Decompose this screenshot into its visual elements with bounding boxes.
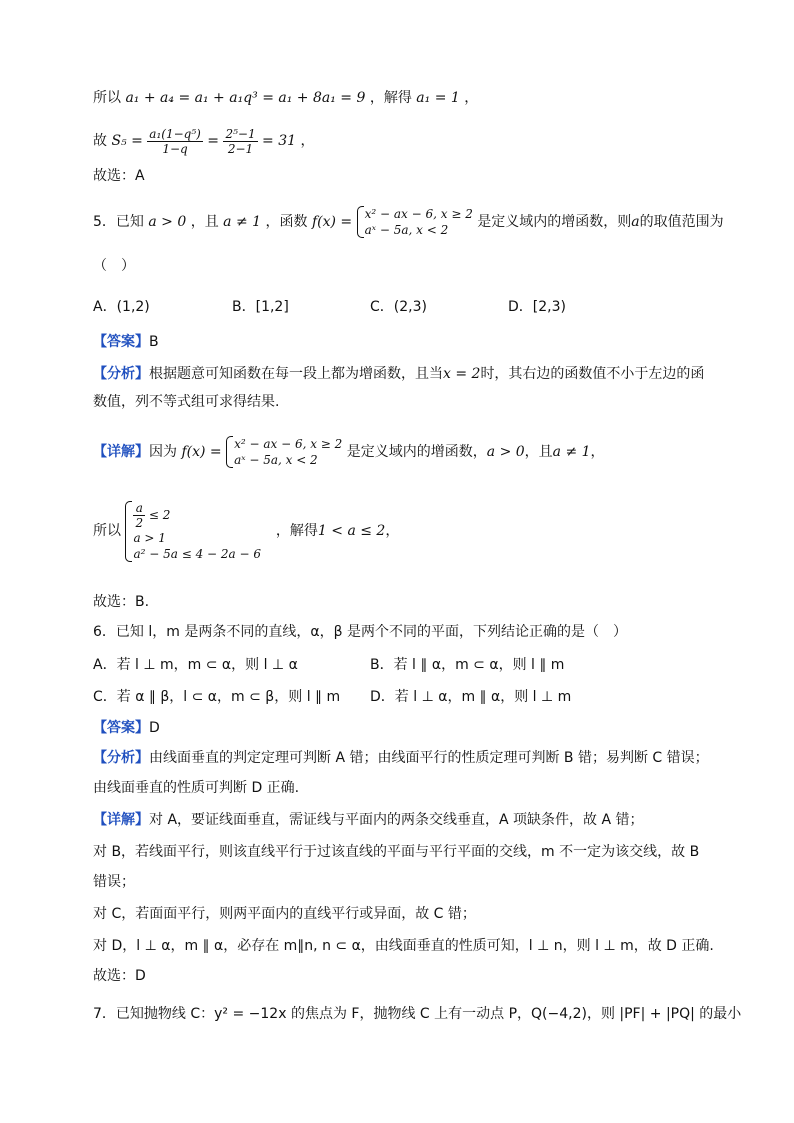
answer-value: B: [149, 334, 159, 350]
q6-option-d[interactable]: D．若 l ⊥ α，m ∥ α，则 l ⊥ m: [370, 689, 572, 705]
text: 时，其右边的函数值不小于左边的函: [480, 366, 705, 382]
result: a₁ = 1: [416, 90, 460, 106]
q5-number: 5．已知: [93, 214, 144, 230]
text: 是定义域内的增函数，则: [477, 214, 632, 230]
equation: a₁ + a₄ = a₁ + a₁q³ = a₁ + 8a₁ = 9: [125, 90, 366, 106]
condition: a > 0: [486, 444, 525, 460]
fraction-values: [223, 127, 257, 156]
text: ，解得: [275, 523, 318, 539]
fraction-denominator: 2−1: [227, 141, 254, 156]
detail-tag: 【详解】: [93, 444, 149, 460]
punct: ，: [464, 90, 479, 106]
choose-line: 故选：A: [93, 168, 145, 184]
text: ，且: [190, 214, 219, 230]
system-row: [133, 501, 271, 530]
text: 对 A，要证线面垂直，需证线与平面内的两条交线垂直，A 项缺条件，故 A 错；: [149, 812, 644, 828]
variable: a: [631, 214, 640, 230]
q5-analysis-cont: 数值，列不等式组可求得结果.: [93, 394, 280, 410]
function-lhs: f(x) =: [311, 214, 353, 230]
option-d[interactable]: D．[2,3): [508, 299, 566, 315]
answer-paren: （ ）: [93, 258, 135, 274]
system-row: a > 1: [133, 530, 166, 545]
detail-tag: 【详解】: [93, 812, 149, 828]
fraction-denominator: 1−q: [162, 141, 188, 156]
text-prefix: 故: [93, 133, 107, 149]
system-row: a² − 5a ≤ 4 − 2a − 6: [133, 546, 261, 561]
function-lhs: f(x) =: [181, 444, 222, 460]
fraction-denominator: 2: [135, 515, 144, 530]
punct: ，: [385, 523, 400, 539]
s5-lhs: S₅ =: [111, 133, 143, 149]
q6-stem: 6．已知 l，m 是两条不同的直线，α，β 是两个不同的平面，下列结论正确的是（ ）: [93, 624, 627, 640]
condition: a ≠ 1: [223, 214, 262, 230]
s5-result: = 31: [262, 133, 297, 149]
condition: a ≠ 1: [552, 444, 591, 460]
fraction: [133, 501, 145, 530]
analysis-tag: 【分析】: [93, 750, 149, 766]
case-row: x² − ax − 6, x ≥ 2: [234, 437, 343, 451]
text: ，函数: [265, 214, 308, 230]
text: 由线面垂直的判定定理可判断 A 错；由线面平行的性质定理可判断 B 错；易判断 C 错误；: [149, 750, 709, 766]
answer-tag: 【答案】: [93, 720, 149, 736]
result: 1 < a ≤ 2: [317, 523, 386, 539]
option-c[interactable]: C．(2,3): [370, 299, 427, 315]
text: 所以: [93, 523, 121, 539]
analysis-tag: 【分析】: [93, 366, 149, 382]
piecewise-function: [226, 436, 342, 468]
q6-detail-d: 对 D，l ⊥ α，m ∥ α，必存在 m∥n, n ⊂ α，由线面垂直的性质可知，l ⊥ n，则 l ⊥ m，故 D 正确.: [93, 938, 714, 954]
text: 根据题意可知函数在每一段上都为增函数，且当: [149, 366, 443, 382]
fraction-numerator: a: [133, 501, 145, 516]
solution-line-sum: [93, 88, 478, 108]
punct: ，: [590, 444, 605, 460]
q6-option-a[interactable]: A．若 l ⊥ m，m ⊂ α，则 l ⊥ α: [93, 657, 298, 673]
q5-detail: [93, 432, 605, 472]
text-mid: ，解得: [369, 90, 412, 106]
q5-system: [93, 486, 399, 576]
q7-stem: 7．已知抛物线 C：y² = −12x 的焦点为 F，抛物线 C 上有一动点 P，Q(−4,2)，则 |PF| + |PQ| 的最小: [93, 1006, 742, 1022]
condition: a > 0: [148, 214, 187, 230]
answer-value: D: [149, 720, 160, 736]
answer-tag: 【答案】: [93, 334, 149, 350]
q5-choose: 故选：B.: [93, 594, 150, 610]
q6-analysis: [93, 748, 709, 768]
math: x = 2: [443, 366, 481, 382]
text: 因为: [149, 444, 177, 460]
q6-detail-b: 对 B，若线面平行，则该直线平行于过该直线的平面与平行平面的交线，m 不一定为该交线，故 B: [93, 844, 700, 860]
solution-line-s5: 故 S₅ = $\frac{\text{a₁(1−q⁵)}}{1-q}$ = $\frac{\text{2⁵−1}}{2-1}$ = 31 ，: [93, 126, 315, 156]
q5-stem: [93, 202, 724, 242]
q6-detail-b-cont: 错误；: [93, 874, 135, 890]
fraction-formula: [147, 127, 203, 156]
option-a[interactable]: A．(1,2): [93, 299, 150, 315]
option-b[interactable]: B．[1,2]: [232, 299, 289, 315]
q6-option-b[interactable]: B．若 l ∥ α，m ⊂ α，则 l ∥ m: [370, 657, 565, 673]
text: 的取值范围为: [639, 214, 724, 230]
q6-detail-c: 对 C，若面面平行，则两平面内的直线平行或异面，故 C 错；: [93, 906, 476, 922]
text: 是定义域内的增函数，: [346, 444, 487, 460]
q6-answer: [93, 718, 160, 738]
punct: ，: [300, 133, 315, 149]
fraction-numerator: a₁(1−q⁵): [149, 126, 201, 141]
case-row: x² − ax − 6, x ≥ 2: [364, 207, 473, 221]
inequality-system: [125, 501, 271, 562]
q5-answer: [93, 332, 159, 352]
q5-analysis: [93, 364, 704, 384]
text: ，且: [524, 444, 553, 460]
piecewise-function: [357, 206, 473, 238]
case-row: aˣ − 5a, x < 2: [364, 223, 449, 237]
text-prefix: 所以: [93, 90, 121, 106]
q6-analysis-cont: 由线面垂直的性质可判断 D 正确.: [93, 780, 300, 796]
q6-choose: 故选：D: [93, 968, 146, 984]
inequality: ≤ 2: [148, 507, 171, 522]
q6-detail: [93, 810, 644, 830]
q6-option-c[interactable]: C．若 α ∥ β，l ⊂ α，m ⊂ β，则 l ∥ m: [93, 689, 341, 705]
case-row: aˣ − 5a, x < 2: [234, 453, 318, 467]
fraction-numerator: 2⁵−1: [225, 126, 256, 141]
